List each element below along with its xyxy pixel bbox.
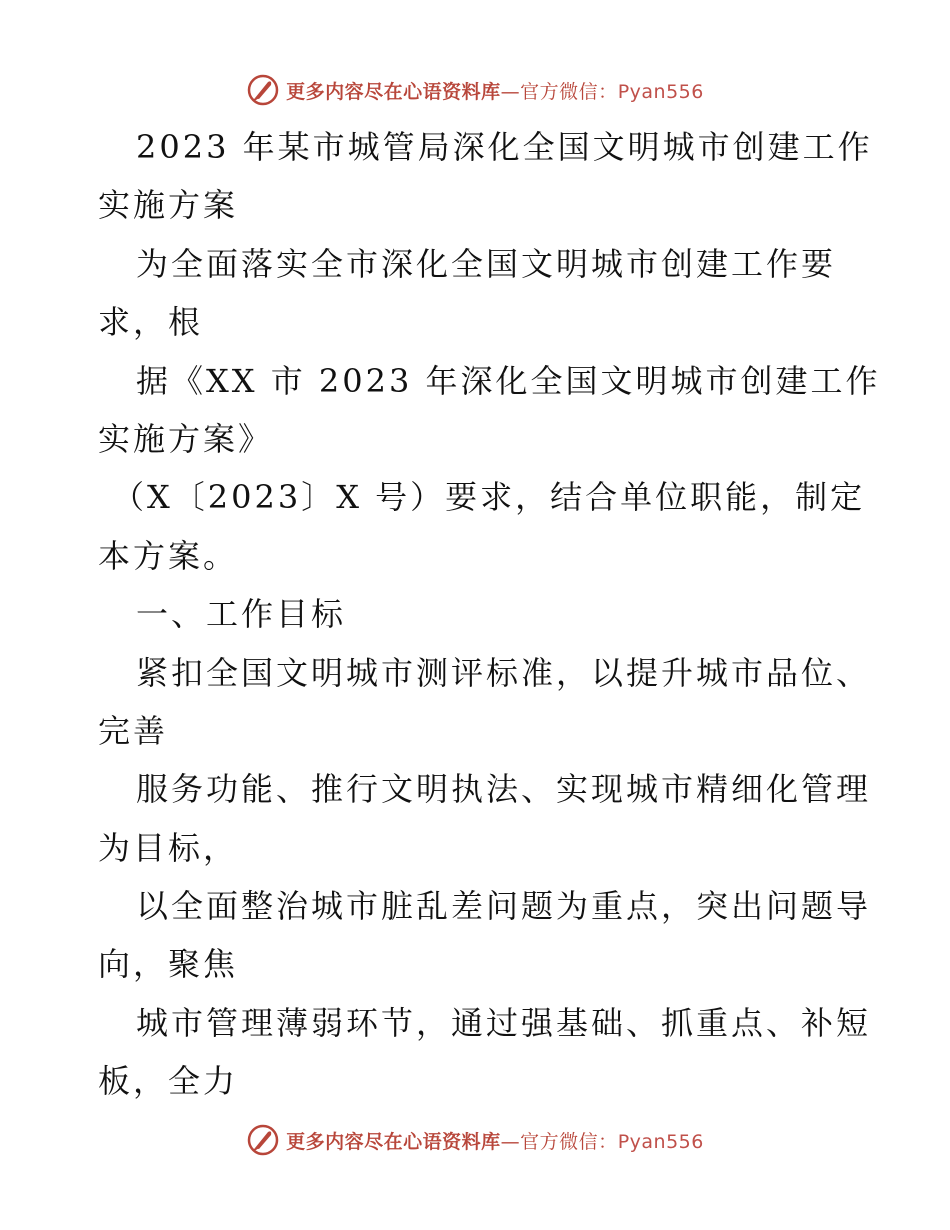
doc-paragraph-line: 紧扣全国文明城市测评标准，以提升城市品位、 [136,653,872,692]
doc-paragraph-line: 服务功能、推行文明执法、实现城市精细化管理 [136,770,872,809]
doc-paragraph-line: （X〔2023〕X 号）要求，结合单位职能，制定 [112,478,866,517]
doc-paragraph-line: 以全面整治城市脏乱差问题为重点，突出问题导 [136,887,872,926]
doc-paragraph-line: 完善 [98,711,169,750]
document-body [98,118,881,1111]
watermark-handle: Pyan556 [617,1130,704,1153]
doc-paragraph-line: 本方案。 [98,536,239,575]
header-watermark [0,70,950,110]
doc-paragraph-line: 求，根 [98,303,204,342]
doc-section-heading: 一、工作目标 [136,595,347,634]
footer-watermark [0,1120,950,1160]
watermark-text [286,77,704,104]
watermark-brand: 更多内容尽在心语资料库 [286,1130,501,1153]
doc-paragraph-line: 城市管理薄弱环节，通过强基础、抓重点、补短 [136,1003,872,1042]
quill-seal-icon [246,73,280,107]
doc-paragraph-line: 向，聚焦 [98,945,239,984]
watermark-handle: Pyan556 [617,80,704,103]
watermark-brand: 更多内容尽在心语资料库 [286,80,501,103]
watermark-text [286,1127,704,1154]
quill-seal-icon [246,1123,280,1157]
doc-paragraph-line: 实施方案》 [98,419,274,458]
watermark-contact-label: 官方微信： [520,80,618,103]
doc-paragraph-line: 板，全力 [98,1062,239,1101]
watermark-contact-label: 官方微信： [520,1130,618,1153]
watermark-dash: — [500,1130,521,1153]
doc-paragraph-line: 为全面落实全市深化全国文明城市创建工作要 [136,244,837,283]
doc-paragraph-line: 据《XX 市 2023 年深化全国文明城市创建工作 [136,361,881,400]
doc-title-line-1: 2023 年某市城管局深化全国文明城市创建工作 [136,128,873,166]
doc-title-line-2: 实施方案 [98,186,239,225]
watermark-dash: — [500,80,521,103]
doc-paragraph-line: 为目标， [98,828,239,867]
